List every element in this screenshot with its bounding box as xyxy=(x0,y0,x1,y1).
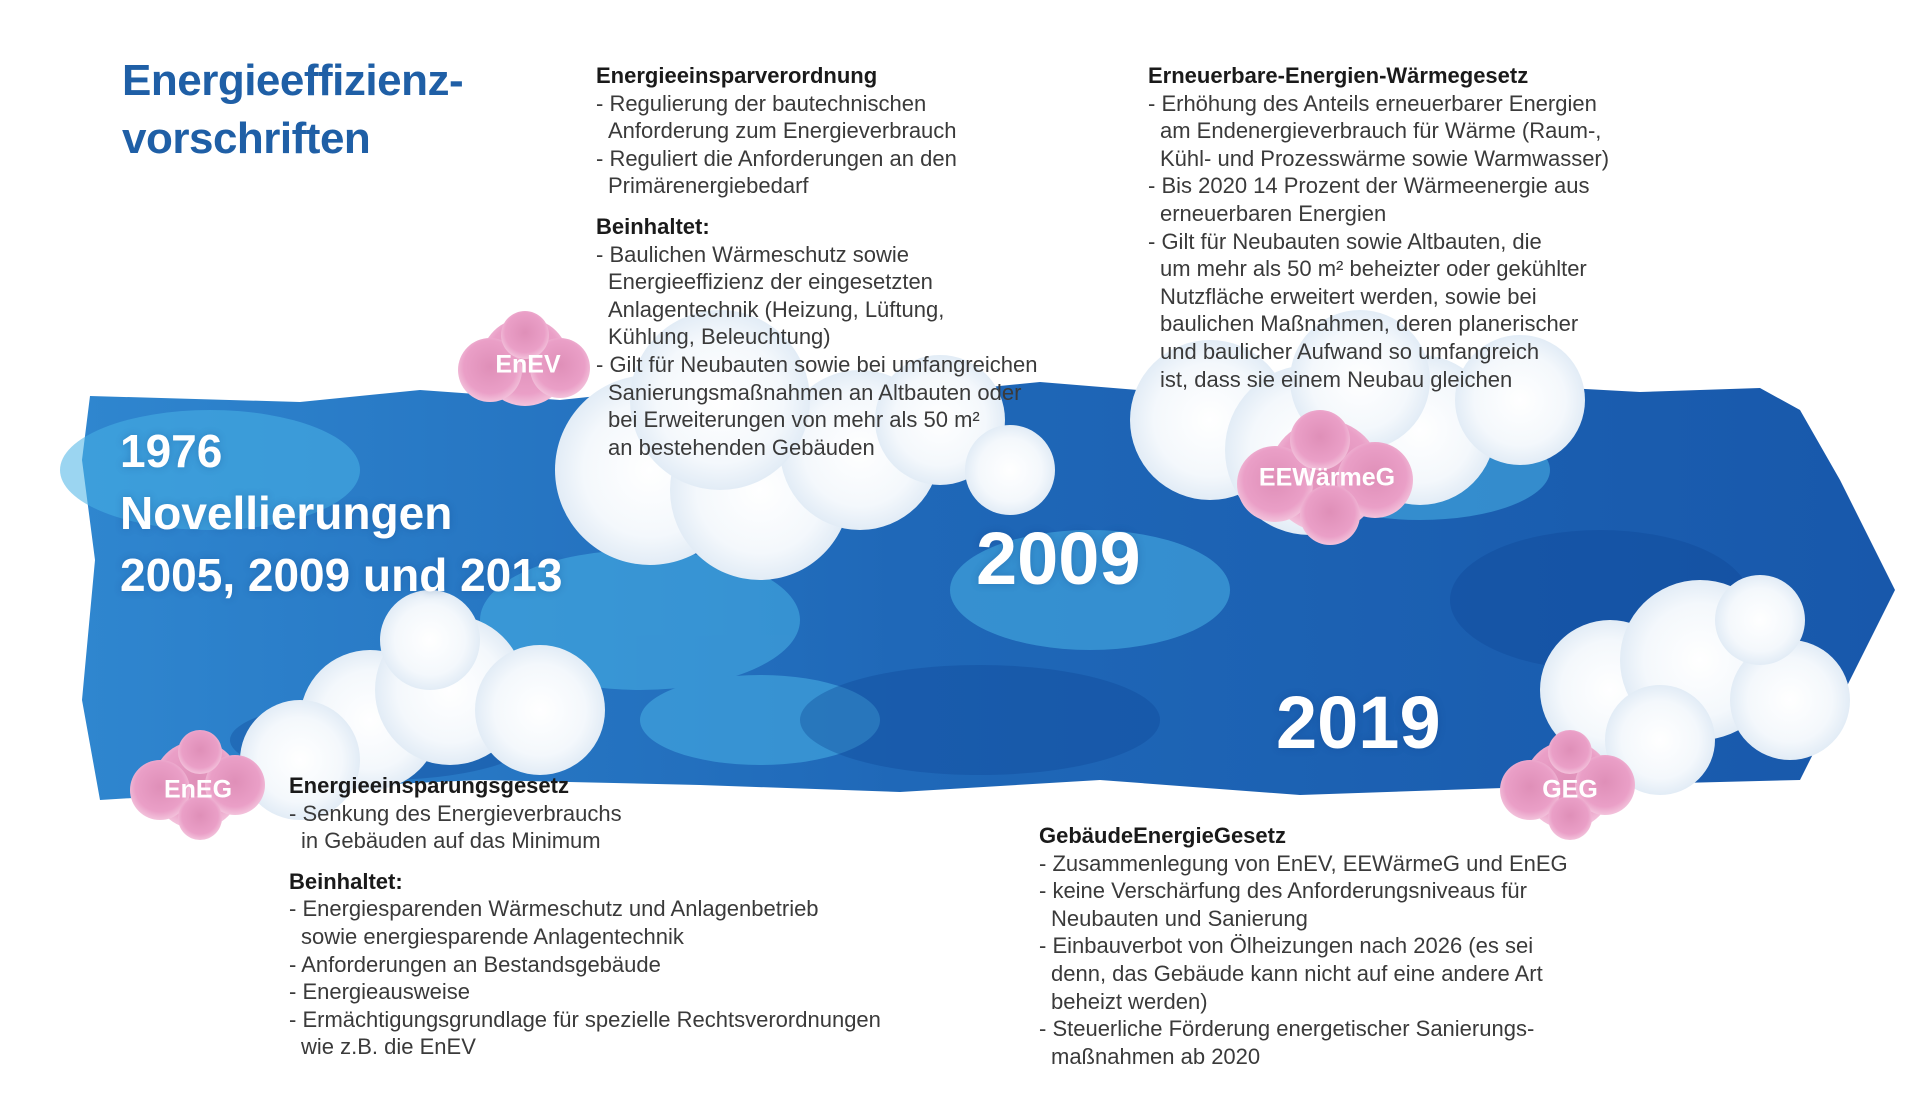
enev-bullet-2: - Reguliert die Anforderungen an den Primärenergiebedarf xyxy=(596,145,957,199)
year-2019-label: 2019 xyxy=(1276,681,1441,764)
eneg-bullet-3: - Anforderungen an Bestandsgebäude xyxy=(289,951,661,977)
eneg-heading: Energieeinsparungsgesetz xyxy=(289,773,569,798)
badge-enev-label: EnEV xyxy=(495,350,561,379)
page-title-line2: vorschriften xyxy=(122,114,371,163)
eewaermeg-bullet-2: - Bis 2020 14 Prozent der Wärmeenergie aus erneuerbaren Energien xyxy=(1148,173,1590,226)
geg-bullet-3: - Einbauverbot von Ölheizungen nach 2026 (es sei denn, das Gebäude kann nicht auf eine andere Art beheizt werden) xyxy=(1039,933,1543,1014)
geg-bullet-4: - Steuerliche Förderung energetischer Sanierungs- maßnahmen ab 2020 xyxy=(1039,1016,1535,1069)
geg-text-block xyxy=(1039,822,1568,1070)
geg-bullet-1: - Zusammenlegung von EnEV, EEWärmeG und EnEG xyxy=(1039,850,1568,876)
banner-novellierungen: Novellierungen xyxy=(120,487,453,539)
geg-bullet-2: - keine Verschärfung des Anforderungsniveaus für Neubauten und Sanierung xyxy=(1039,878,1527,931)
page-title-line1: Energieeffizienz- xyxy=(122,56,464,105)
eneg-bullet-4: - Energieausweise xyxy=(289,979,470,1005)
banner-year-1976: 1976 xyxy=(120,425,223,477)
eneg-text-block xyxy=(289,772,881,1061)
eneg-bullet-1: - Senkung des Energieverbrauchs in Gebäuden auf das Minimum xyxy=(289,800,622,854)
eewaermeg-bullet-3: - Gilt für Neubauten sowie Altbauten, die um mehr als 50 m² beheizter oder gekühlter Nutzfläche erweitert werden, sowie bei baulichen Maßnahmen, deren planerischer und baulicher Aufwand so umfangreich ist, dass sie einem Neubau gleichen xyxy=(1148,228,1587,392)
eewaermeg-text-block xyxy=(1148,62,1609,393)
page-title xyxy=(122,52,463,168)
eneg-subheading: Beinhaltet: xyxy=(289,868,403,894)
enev-bullet-4: - Gilt für Neubauten sowie bei umfangreichen Sanierungsmaßnahmen an Altbauten oder bei Erweiterungen von mehr als 50 m² an bestehenden Gebäuden xyxy=(596,351,1038,460)
eewaermeg-bullet-1: - Erhöhung des Anteils erneuerbarer Energien am Endenergieverbrauch für Wärme (Raum-, Kühl- und Prozesswärme sowie Warmwasser) xyxy=(1148,90,1610,171)
enev-subheading: Beinhaltet: xyxy=(596,213,710,239)
badge-eewaermeg-label: EEWärmeG xyxy=(1258,463,1396,492)
eewaermeg-heading: Erneuerbare-Energien-Wärmegesetz xyxy=(1148,63,1529,88)
enev-text-block xyxy=(596,62,1037,461)
badge-eneg-label: EnEG xyxy=(163,775,233,804)
banner-novellierungen-years: 2005, 2009 und 2013 xyxy=(120,549,563,601)
banner-main-label xyxy=(120,420,562,606)
year-2009-label: 2009 xyxy=(976,517,1141,600)
enev-bullet-1: - Regulierung der bautechnischen Anforderung zum Energieverbrauch xyxy=(596,90,957,144)
enev-heading: Energieeinsparverordnung xyxy=(596,63,878,88)
enev-bullet-3: - Baulichen Wärmeschutz sowie Energieeffizienz der eingesetzten Anlagentechnik (Heizung, Lüftung, Kühlung, Beleuchtung) xyxy=(596,241,945,350)
eneg-bullet-5: - Ermächtigungsgrundlage für spezielle Rechtsverordnungen wie z.B. die EnEV xyxy=(289,1006,881,1060)
eneg-bullet-2: - Energiesparenden Wärmeschutz und Anlagenbetrieb sowie energiesparende Anlagentechnik xyxy=(289,896,819,949)
geg-heading: GebäudeEnergieGesetz xyxy=(1039,823,1286,848)
badge-geg-label: GEG xyxy=(1542,775,1598,804)
